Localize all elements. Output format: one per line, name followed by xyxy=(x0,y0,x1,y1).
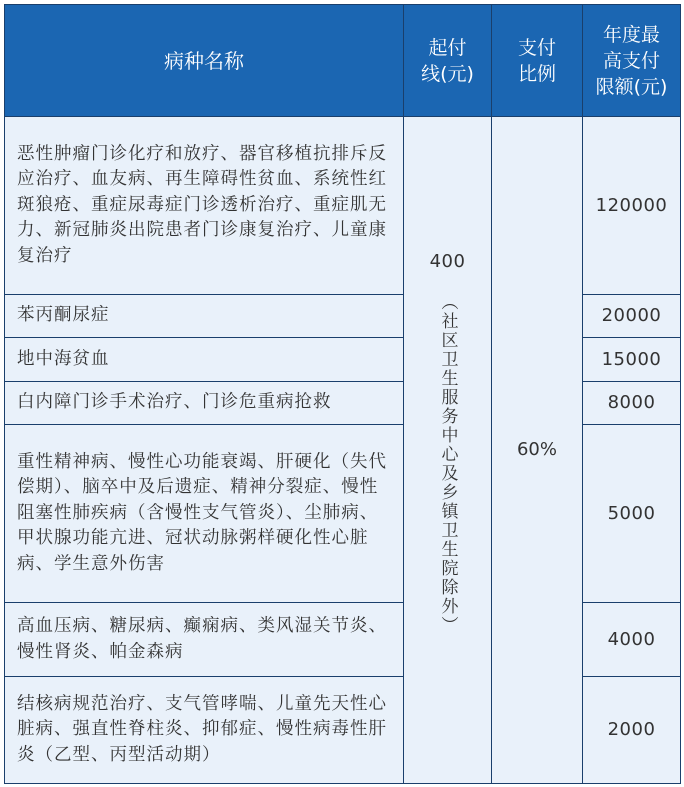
header-limit-line3: 限额(元) xyxy=(595,75,668,98)
limit-cell: 120000 xyxy=(583,117,681,295)
disease-name-cell: 苯丙酮尿症 xyxy=(5,295,404,338)
disease-name-cell: 恶性肿瘤门诊化疗和放疗、器官移植抗排斥反应治疗、血友病、再生障碍性贫血、系统性红斑狼疮、重症尿毒症门诊透析治疗、重症肌无力、新冠肺炎出院患者门诊康复治疗、儿童康复治疗 xyxy=(5,117,404,295)
header-threshold xyxy=(404,5,492,117)
ratio-cell: 60% xyxy=(492,117,583,784)
header-disease-name: 病种名称 xyxy=(5,5,404,117)
limit-cell: 4000 xyxy=(583,603,681,677)
limit-cell: 5000 xyxy=(583,425,681,603)
threshold-cell xyxy=(404,117,492,784)
header-ratio-line1: 支付 xyxy=(517,36,556,59)
header-threshold-line2: 线(元) xyxy=(421,62,474,85)
header-ratio-line2: 比例 xyxy=(517,62,556,85)
disease-name-cell: 白内障门诊手术治疗、门诊危重病抢救 xyxy=(5,382,404,425)
header-ratio xyxy=(492,5,583,117)
threshold-note: （社区卫生服务中心及乡镇卫生院除外） xyxy=(437,292,458,635)
limit-cell: 2000 xyxy=(583,677,681,784)
limit-cell: 20000 xyxy=(583,295,681,338)
disease-name-cell: 结核病规范治疗、支气管哮喘、儿童先天性心脏病、强直性脊柱炎、抑郁症、慢性病毒性肝炎（乙型、丙型活动期） xyxy=(5,677,404,784)
threshold-value: 400 xyxy=(429,251,466,272)
header-limit-line2: 高支付 xyxy=(602,49,660,72)
header-limit xyxy=(583,5,681,117)
limit-cell: 15000 xyxy=(583,338,681,382)
disease-name-cell: 重性精神病、慢性心功能衰竭、肝硬化（失代偿期）、脑卒中及后遗症、精神分裂症、慢性阻塞性肺疾病（含慢性支气管炎）、尘肺病、甲状腺功能亢进、冠状动脉粥样硬化性心脏病、学生意外伤害 xyxy=(5,425,404,603)
reimbursement-table xyxy=(4,4,681,784)
table-row xyxy=(5,117,681,295)
header-limit-line1: 年度最 xyxy=(602,23,660,46)
header-threshold-line1: 起付 xyxy=(428,36,467,59)
limit-cell: 8000 xyxy=(583,382,681,425)
disease-name-cell: 高血压病、糖尿病、癫痫病、类风湿关节炎、慢性肾炎、帕金森病 xyxy=(5,603,404,677)
disease-name-cell: 地中海贫血 xyxy=(5,338,404,382)
header-row xyxy=(5,5,681,117)
